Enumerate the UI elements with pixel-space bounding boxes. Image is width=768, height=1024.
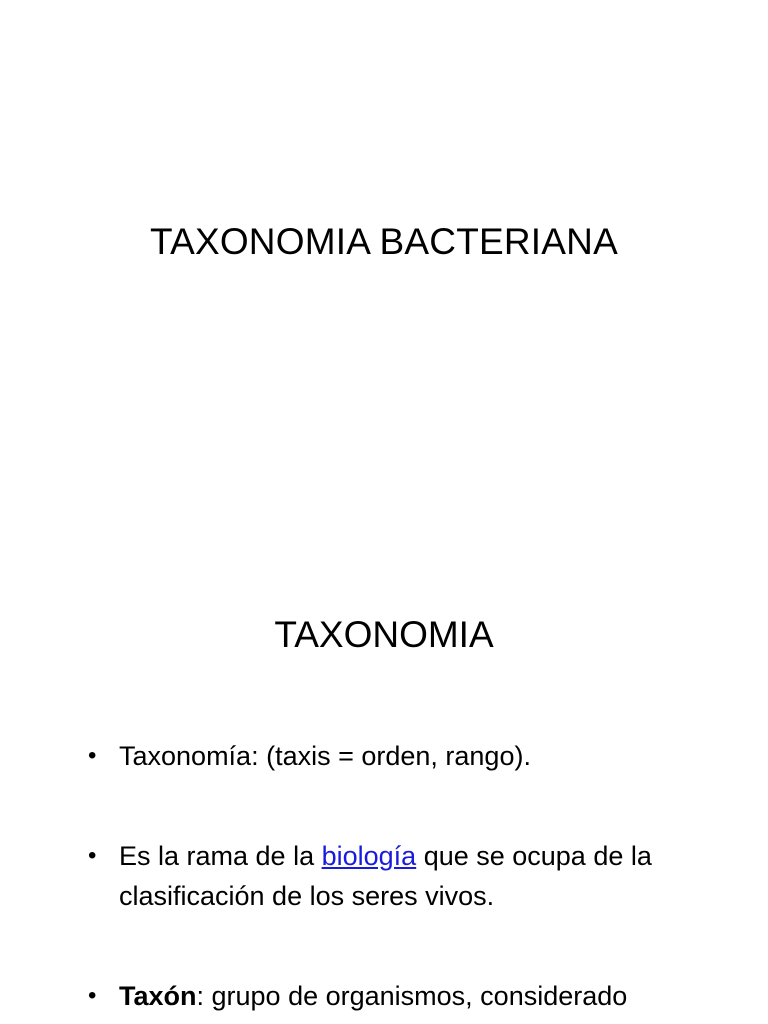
bullet-item-taxon bbox=[88, 976, 728, 1016]
bullet-text-rest: : grupo de organismos, considerado bbox=[196, 981, 628, 1011]
bullet-item-branch bbox=[88, 836, 728, 916]
bullet-text-suffix: que se ocupa de la clasificación de los seres vivos. bbox=[119, 841, 652, 911]
bullet-list bbox=[88, 736, 728, 1024]
presentation-title: TAXONOMIA BACTERIANA bbox=[150, 221, 618, 262]
bullet-text: Taxonomía: (taxis = orden, rango). bbox=[119, 741, 531, 771]
taxon-term: Taxón bbox=[119, 981, 197, 1011]
slide-heading: TAXONOMIA bbox=[274, 614, 494, 655]
bullet-text-prefix: Es la rama de la bbox=[119, 841, 322, 871]
bullet-item-definition bbox=[88, 736, 728, 776]
biologia-link[interactable]: biología bbox=[321, 841, 417, 871]
slide-taxonomia bbox=[0, 576, 768, 1024]
